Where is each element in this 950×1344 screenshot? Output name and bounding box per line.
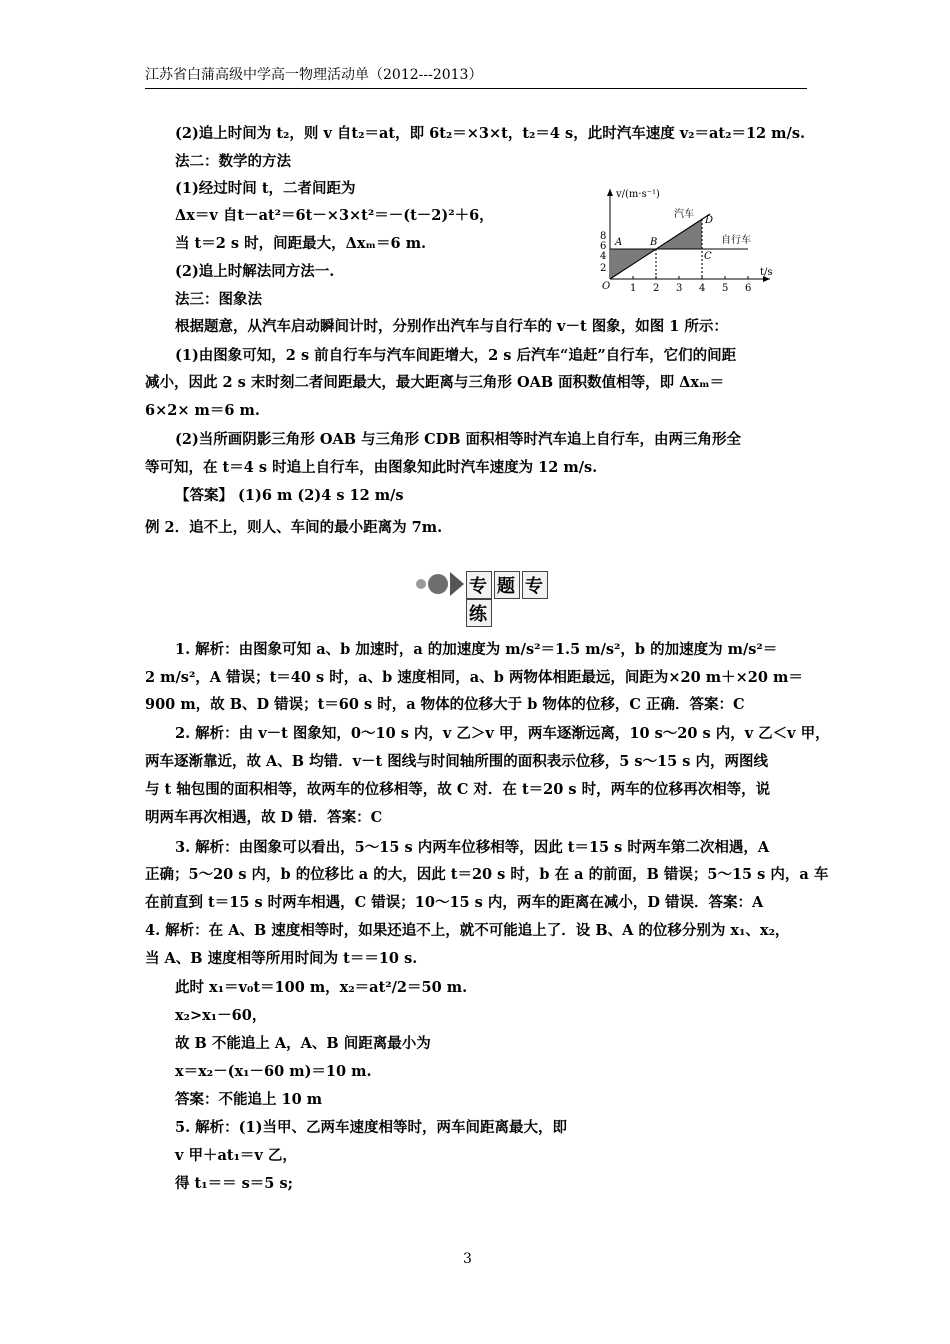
bike-label: 自行车 (721, 235, 751, 246)
y-tick: 6 (600, 241, 607, 252)
text-line: 得 t₁＝＝ s＝5 s; (175, 1175, 293, 1192)
text-line: (2)追上时解法同方法一. (175, 263, 335, 280)
point-label: A (615, 237, 623, 248)
text-line: 3. 解析：由图象可以看出，5～15 s 内两车位移相等，因此 t＝15 s 时两车第二次相遇，A (175, 839, 770, 856)
text-line: 正确；5～20 s 内，b 的位移比 a 的大，因此 t＝20 s 时，b 在 a 的前面，B 错误；5～15 s 内，a 车 (145, 866, 829, 883)
text-line: 2 m/s²，A 错误；t＝40 s 时，a、b 速度相同，a、b 两物体相距最远，间距为×20 m＋×20 m＝ (145, 669, 803, 686)
x-tick: 6 (745, 283, 752, 294)
page-number: 3 (463, 1251, 472, 1267)
text-line: (2)追上时间为 t₂，则 v 自t₂＝at，即 6t₂＝×3×t，t₂＝4 s，此时汽车速度 v₂＝at₂＝12 m/s. (175, 125, 806, 142)
text-line: (1)经过时间 t，二者间距为 (175, 180, 356, 197)
text-line: Δx＝v 自t－at²＝6t－×3×t²＝－(t－2)²＋6， (175, 207, 494, 224)
text-line: 两车逐渐靠近，故 A、B 均错．v－t 图线与时间轴所围的面积表示位移，5 s～15 s 内，两图线 (145, 753, 769, 770)
text-line: x＝x₂－(x₁－60 m)＝10 m. (175, 1063, 372, 1080)
text-line: 减小，因此 2 s 末时刻二者间距最大，最大距离与三角形 OAB 面积数值相等，即 Δxₘ＝ (145, 374, 725, 391)
y-tick: 8 (600, 231, 607, 242)
x-tick: 2 (653, 283, 660, 294)
text-line: 例 2．追不上，则人、车间的最小距离为 7m. (145, 519, 443, 536)
text-line: 在前直到 t＝15 s 时两车相遇，C 错误；10～15 s 内，两车的距离在减小，D 错误．答案：A (145, 894, 764, 911)
text-line: 故 B 不能追上 A，A、B 间距离最小为 (175, 1035, 431, 1052)
answer-line: 答案：不能追上 10 m (175, 1091, 323, 1108)
y-tick: 2 (600, 263, 607, 274)
dot-icon (428, 574, 448, 594)
dot-icon (416, 579, 426, 589)
car-label: 汽车 (674, 209, 694, 220)
text-line: 当 A、B 速度相等所用时间为 t＝＝10 s. (145, 950, 418, 967)
page-header (145, 64, 807, 89)
text-line: (1)由图象可知，2 s 前自行车与汽车间距增大，2 s 后汽车“追赶”自行车，它们的间距 (175, 347, 737, 364)
x-tick: 4 (699, 283, 706, 294)
text-line: 根据题意，从汽车启动瞬间计时，分别作出汽车与自行车的 v－t 图象，如图 1 所示： (175, 318, 728, 335)
x-axis-label: t/s (760, 267, 773, 278)
text-line: x₂>x₁－60， (175, 1007, 267, 1024)
y-tick: 4 (600, 251, 607, 262)
y-axis-label: v/(m·s⁻¹) (616, 189, 660, 200)
text-line: (2)当所画阴影三角形 OAB 与三角形 CDB 面积相等时汽车追上自行车，由两三角形全 (175, 431, 742, 448)
arrow-icon (450, 572, 464, 596)
answer-line: 【答案】 (1)6 m (2)4 s 12 m/s (175, 487, 404, 504)
origin-label: O (602, 281, 611, 292)
text-line: 等可知，在 t＝4 s 时追上自行车，由图象知此时汽车速度为 12 m/s. (145, 459, 598, 476)
text-line: 2. 解析：由 v－t 图象知，0～10 s 内，v 乙＞v 甲，两车逐渐远离，10 s～20 s 内，v 乙＜v 甲， (175, 725, 830, 742)
text-line: 与 t 轴包围的面积相等，故两车的位移相等，故 C 对．在 t＝20 s 时，两车的位移再次相等，说 (145, 781, 771, 798)
vt-figure (598, 183, 798, 295)
text-line: 1. 解析：由图象可知 a、b 加速时，a 的加速度为 m/s²＝1.5 m/s²，b 的加速度为 m/s²＝ (175, 641, 778, 658)
section-title: 专 题 专练 (466, 571, 564, 627)
text-line: 法三：图象法 (175, 291, 262, 308)
text-line: 此时 x₁＝v₀t＝100 m，x₂＝at²/2＝50 m. (175, 979, 468, 996)
x-tick: 3 (676, 283, 683, 294)
text-line: 4. 解析：在 A、B 速度相等时，如果还追不上，就不可能追上了．设 B、A 的位移分别为 x₁、x₂， (145, 922, 790, 939)
x-tick: 1 (630, 283, 637, 294)
text-line: v 甲＋at₁＝v 乙， (175, 1147, 297, 1164)
text-line: 900 m，故 B、D 错误；t＝60 s 时，a 物体的位移大于 b 物体的位移，C 正确．答案：C (145, 696, 745, 713)
point-label: B (650, 237, 658, 248)
point-label: D (705, 215, 714, 226)
text-line: 当 t＝2 s 时，间距最大，Δxₘ＝6 m. (175, 235, 427, 252)
text-line: 明两车再次相遇，故 D 错．答案：C (145, 809, 383, 826)
x-tick: 5 (722, 283, 729, 294)
text-line: 法二：数学的方法 (175, 153, 291, 170)
y-arrow-icon (607, 189, 613, 196)
header-title: 江苏省白蒲高级中学高一物理活动单（2012---2013） (145, 67, 483, 83)
point-label: C (704, 251, 712, 262)
text-line: 6×2× m＝6 m. (145, 402, 260, 419)
text-line: 5. 解析：(1)当甲、乙两车速度相等时，两车间距离最大，即 (175, 1119, 567, 1136)
section-banner (414, 569, 564, 625)
